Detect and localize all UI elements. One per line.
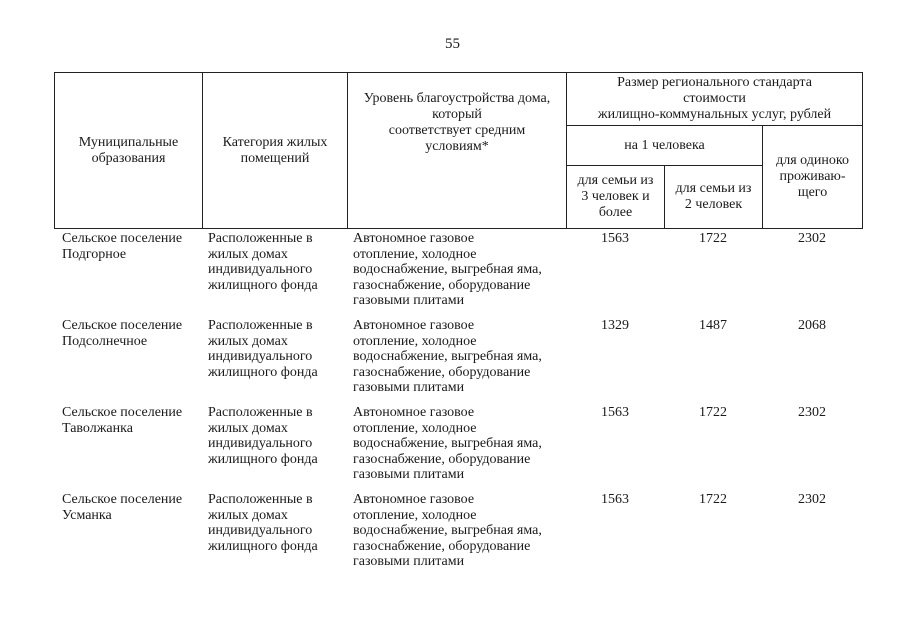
text-line: Категория жилых (222, 134, 328, 150)
text-line: отопление, холодное (353, 420, 477, 436)
table-row (54, 229, 862, 316)
text-line: для одиноко (776, 153, 849, 168)
text-line: Подсолнечное (62, 333, 148, 349)
header-per-person: на 1 человека (567, 126, 763, 166)
text-line: Уровень благоустройства дома, (363, 91, 551, 106)
text-line: Размер регионального стандарта (617, 75, 812, 90)
text-line: жилых домах (208, 333, 288, 349)
text-line: газоснабжение, оборудование (353, 277, 531, 293)
cell-single: 2068 (798, 318, 826, 333)
header-level (348, 73, 567, 229)
text-line: Таволжанка (62, 420, 133, 436)
cell-single: 2302 (798, 231, 826, 246)
cell-single: 2302 (798, 405, 826, 420)
cell-single: 2302 (798, 492, 826, 507)
cell-municipality (54, 316, 202, 403)
text-line: соответствует средним (388, 123, 526, 138)
text-line: Усманка (62, 507, 112, 523)
cell-municipality (54, 229, 202, 316)
cell-category (202, 403, 347, 490)
cell-level (347, 229, 566, 316)
table-row (54, 403, 862, 490)
page-number: 55 (445, 36, 460, 52)
text-line: более (598, 205, 633, 220)
cell-level (347, 316, 566, 403)
header-family2 (665, 166, 763, 229)
text-line: Расположенные в (208, 231, 313, 246)
text-line: жилищного фонда (208, 364, 318, 380)
text-line: жилищно-коммунальных услуг, рублей (597, 107, 832, 122)
header-family3 (567, 166, 665, 229)
text-line: условиям* (425, 139, 489, 154)
text-line: газовыми плитами (353, 467, 465, 482)
text-line: газовыми плитами (353, 554, 465, 569)
text-line: Сельское поселение (62, 318, 183, 333)
header-category (203, 73, 348, 229)
table-header (54, 72, 863, 229)
header-single (763, 126, 863, 229)
text-line: щего (797, 185, 828, 200)
text-line: индивидуального (208, 523, 313, 538)
text-line: водоснабжение, выгребная яма, (353, 349, 542, 364)
text-line: жилых домах (208, 420, 288, 436)
text-line: проживаю- (779, 169, 846, 184)
text-line: образования (91, 150, 166, 166)
text-line: Автономное газовое (353, 405, 475, 420)
text-line: жилищного фонда (208, 538, 318, 554)
text-line: который (432, 107, 482, 122)
text-line: водоснабжение, выгребная яма, (353, 436, 542, 451)
cell-category (202, 229, 347, 316)
text-line: Муниципальные (78, 134, 179, 150)
text-line: жилищного фонда (208, 451, 318, 467)
text-line: газовыми плитами (353, 293, 465, 308)
text-line: Расположенные в (208, 405, 313, 420)
header-municipality (55, 73, 203, 229)
text-line: жилых домах (208, 507, 288, 523)
cell-municipality (54, 490, 202, 577)
text-line: жилищного фонда (208, 277, 318, 293)
text-line: газоснабжение, оборудование (353, 364, 531, 380)
table-row (54, 490, 862, 577)
cell-level (347, 490, 566, 577)
cell-level (347, 403, 566, 490)
text-line: водоснабжение, выгребная яма, (353, 523, 542, 538)
cell-family2: 1722 (699, 231, 727, 246)
text-line: газоснабжение, оборудование (353, 538, 531, 554)
text-line: для семьи из (675, 181, 752, 196)
text-line: отопление, холодное (353, 246, 477, 262)
header-standard-group (567, 73, 863, 126)
cell-family3: 1329 (601, 318, 629, 333)
text-line: Сельское поселение (62, 405, 183, 420)
cell-family2: 1722 (699, 405, 727, 420)
text-line: индивидуального (208, 262, 313, 277)
text-line: Расположенные в (208, 318, 313, 333)
cell-family2: 1722 (699, 492, 727, 507)
text-line: Расположенные в (208, 492, 313, 507)
text-line: помещений (240, 150, 310, 166)
text-line: отопление, холодное (353, 507, 477, 523)
text-line: индивидуального (208, 349, 313, 364)
cell-family3: 1563 (601, 231, 629, 246)
text-line: водоснабжение, выгребная яма, (353, 262, 542, 277)
text-line: Подгорное (62, 246, 127, 262)
text-line: жилых домах (208, 246, 288, 262)
text-line: Сельское поселение (62, 492, 183, 507)
text-line: Сельское поселение (62, 231, 183, 246)
cell-category (202, 490, 347, 577)
cell-category (202, 316, 347, 403)
text-line: отопление, холодное (353, 333, 477, 349)
cell-family2: 1487 (699, 318, 727, 333)
text-line: стоимости (683, 91, 746, 106)
table-row (54, 316, 862, 403)
text-line: 2 человек (684, 197, 743, 212)
cell-family3: 1563 (601, 492, 629, 507)
cell-family3: 1563 (601, 405, 629, 420)
text-line: Автономное газовое (353, 318, 475, 333)
text-line: Автономное газовое (353, 231, 475, 246)
text-line: для семьи из (577, 173, 654, 188)
text-line: Автономное газовое (353, 492, 475, 507)
text-line: 3 человек и (581, 189, 650, 204)
text-line: газовыми плитами (353, 380, 465, 395)
text-line: индивидуального (208, 436, 313, 451)
cell-municipality (54, 403, 202, 490)
text-line: газоснабжение, оборудование (353, 451, 531, 467)
table-body (54, 229, 862, 577)
